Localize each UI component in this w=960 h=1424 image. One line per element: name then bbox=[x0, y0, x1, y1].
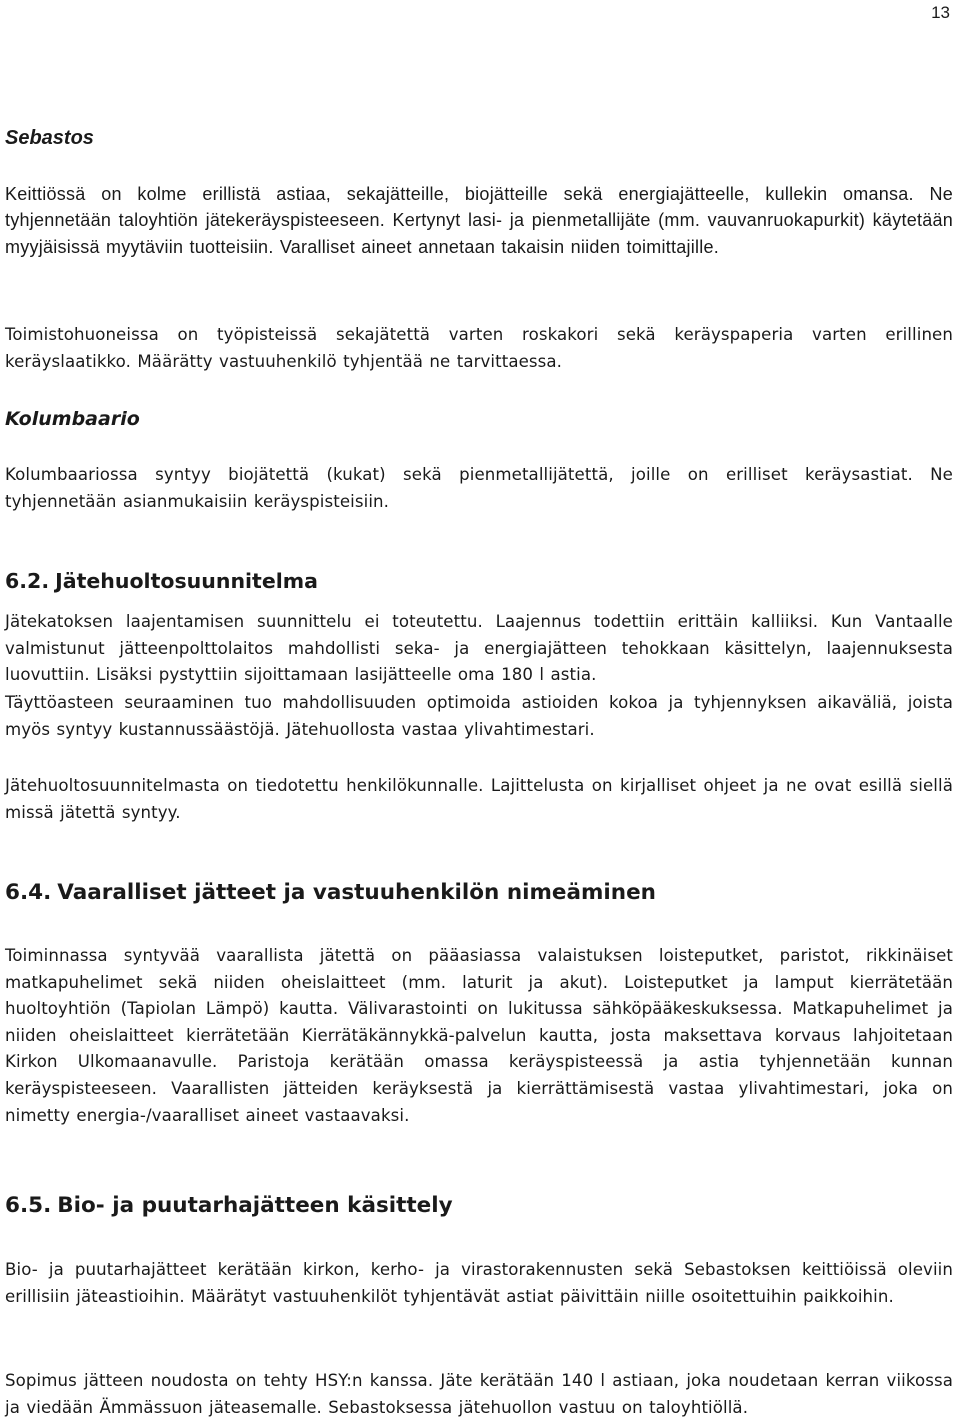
sebastos-heading: Sebastos bbox=[5, 127, 94, 149]
section-6-2-paragraph-1: Jätekatoksen laajentamisen suunnittelu ei toteutettu. Laajennus todettiin erittäin kalliiksi. Kun Vantaalle valmistunut jätteenpolttolaitos mahdollisti seka- ja energiajätteen tehokkaan käsittelyn, laajennuksesta luovuttiin. Lisäksi pystyttiin sijoittamaan lasijätteelle oma 180 l astia. bbox=[5, 612, 953, 685]
section-6-4-number: 6.4. bbox=[5, 880, 52, 905]
section-6-2-number: 6.2. bbox=[5, 569, 50, 593]
section-6-5-paragraph-2: Sopimus jätteen noudosta on tehty HSY:n kanssa. Jäte kerätään 140 l astiaan, joka noudetaan kerran viikossa ja viedään Ämmässuon jäteasemalle. Sebastoksessa jätehuollon vastuu on taloyhtiöllä. bbox=[5, 1371, 953, 1417]
section-6-4-title: Vaaralliset jätteet ja vastuuhenkilön nimeäminen bbox=[57, 880, 656, 905]
page-number: 13 bbox=[931, 3, 950, 22]
section-6-4-paragraph-1: Toiminnassa syntyvää vaarallista jätettä on pääasiassa valaistuksen loisteputket, paristot, rikkinäiset matkapuhelimet sekä niiden oheislaitteet (mm. laturit ja akut). Loisteputket ja lamput kierrätetään huoltoyhtiön (Tapiolan Lämpö) kautta. Välivarastointi on lukitussa sähköpääkeskuksessa. Matkapuhelimet ja niiden oheislaitteet kierrätetään Kierrätäkännykkä-palvelun kautta, josta maksettava korvaus lahjoitetaan Kirkon Ulkomaanavulle. Paristoja kerätään omassa keräyspisteessä ja astia tyhjennetään kunnan keräyspisteeseen. Vaarallisten jätteiden keräyksestä ja kierrättämisestä vastaa ylivahtimestari, joka on nimetty energia-/vaaralliset aineet vastaavaksi. bbox=[5, 946, 953, 1125]
section-6-5-number: 6.5. bbox=[5, 1193, 52, 1218]
section-6-2-paragraph-2: Täyttöasteen seuraaminen tuo mahdollisuuden optimoida astioiden kokoa ja tyhjennyksen aikaväliä, joista myös syntyy kustannussäästöjä. Jätehuollosta vastaa ylivahtimestari. bbox=[5, 693, 953, 739]
section-6-5-paragraph-1: Bio- ja puutarhajätteet kerätään kirkon, kerho- ja virastorakennusten sekä Sebastoksen keittiöissä oleviin erillisiin jäteastioihin. Määrätyt vastuuhenkilöt tyhjentävät astiat päivittäin niille osoitettuihin paikkoihin. bbox=[5, 1260, 953, 1306]
kolumbaario-paragraph-1: Kolumbaariossa syntyy biojätettä (kukat) sekä pienmetallijätettä, joille on erilliset keräysastiat. Ne tyhjennetään asianmukaisiin keräyspisteisiin. bbox=[5, 465, 953, 511]
sebastos-paragraph-2: Toimistohuoneissa on työpisteissä sekajätettä varten roskakori sekä keräyspaperia varten erillinen keräyslaatikko. Määrätty vastuuhenkilö tyhjentää ne tarvittaessa. bbox=[5, 325, 953, 371]
sebastos-paragraph-1: Keittiössä on kolme erillistä astiaa, sekajätteille, biojätteille sekä energiajätteelle, kullekin omansa. Ne tyhjennetään taloyhtiön jätekeräyspisteeseen. Kertynyt lasi- ja pienmetallijäte (mm. vauvanruokapurkit) käytetään myyjäisissä myytäviin tuotteisiin. Varalliset aineet annetaan takaisin niiden toimittajille. bbox=[5, 184, 953, 257]
section-6-2-title: Jätehuoltosuunnitelma bbox=[55, 569, 318, 593]
section-6-2-heading bbox=[5, 569, 953, 593]
section-6-4-heading bbox=[5, 880, 953, 905]
section-6-2-paragraph-3: Jätehuoltosuunnitelmasta on tiedotettu henkilökunnalle. Lajittelusta on kirjalliset ohjeet ja ne ovat esillä siellä missä jätettä syntyy. bbox=[5, 776, 953, 822]
kolumbaario-heading: Kolumbaario bbox=[5, 408, 140, 430]
section-6-5-title: Bio- ja puutarhajätteen käsittely bbox=[57, 1193, 453, 1218]
section-6-5-heading bbox=[5, 1193, 953, 1218]
